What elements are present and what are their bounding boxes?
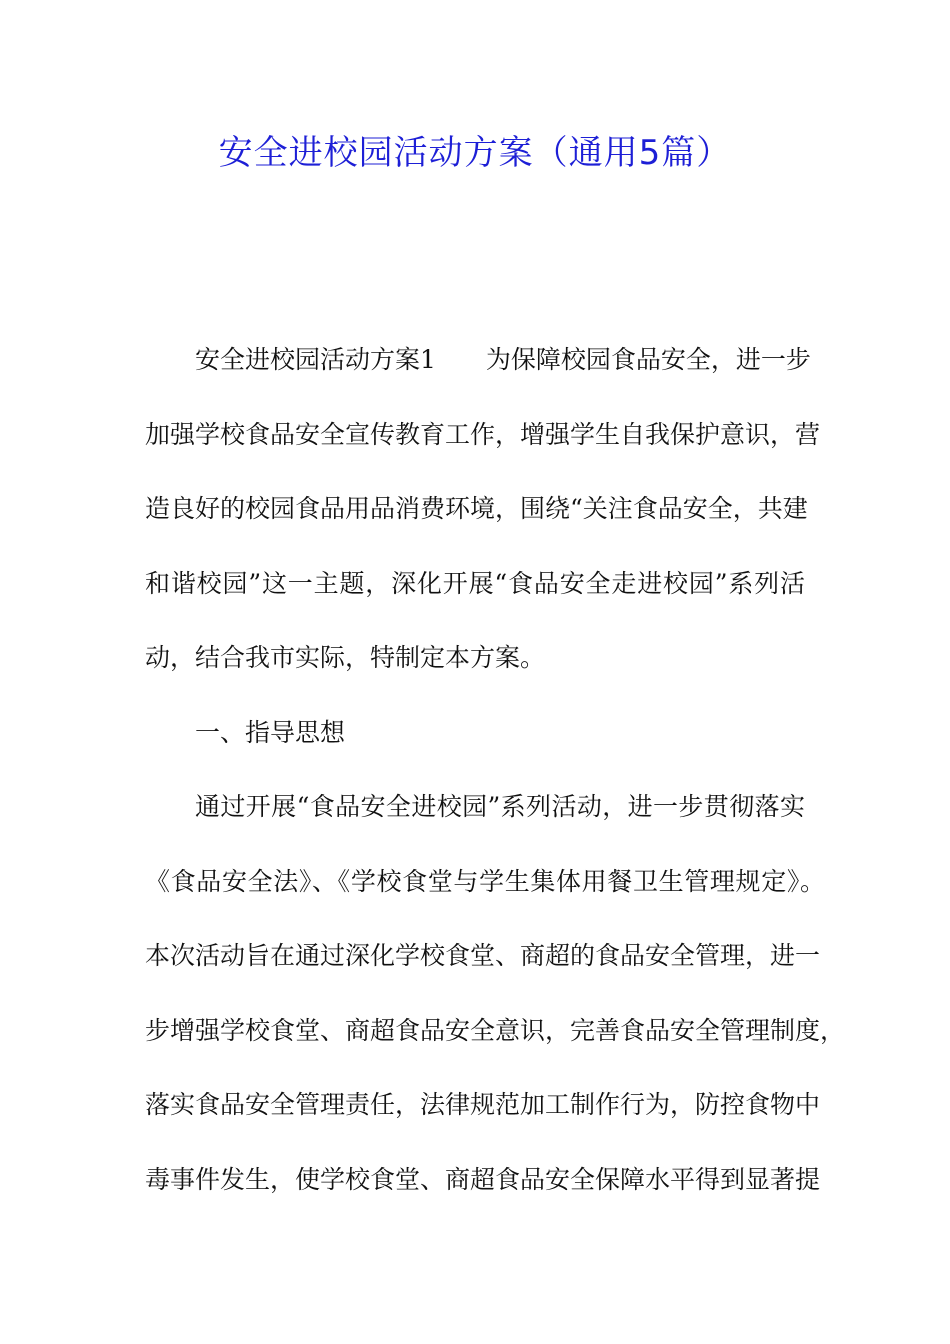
body-line-2: 加强学校食品安全宣传教育工作，增强学生自我保护意识，营 (145, 420, 821, 449)
body-line-11: 落实食品安全管理责任，法律规范加工制作行为，防控食物中 (145, 1090, 821, 1119)
body-line-10: 步增强学校食堂、商超食品安全意识，完善食品安全管理制度， (145, 1016, 846, 1045)
body-line-4: 和谐校园”这一主题，深化开展“食品安全走进校园”系列活 (145, 569, 805, 598)
document-title: 安全进校园活动方案（通用5篇） (218, 133, 732, 173)
section-heading: 一、指导思想 (195, 718, 346, 747)
body-line-5: 动，结合我市实际，特制定本方案。 (145, 643, 546, 672)
body-line-12: 毒事件发生，使学校食堂、商超食品安全保障水平得到显著提 (145, 1165, 821, 1194)
body-line-9: 本次活动旨在通过深化学校食堂、商超的食品安全管理，进一 (145, 941, 821, 970)
body-line-3: 造良好的校园食品用品消费环境，围绕“关注食品安全，共建 (145, 494, 808, 523)
body-line-8: 《食品安全法》、《学校食堂与学生集体用餐卫生管理规定》。 (145, 867, 825, 896)
body-line-1: 安全进校园活动方案1 为保障校园食品安全，进一步 (195, 345, 811, 374)
body-line-7: 通过开展“食品安全进校园”系列活动，进一步贯彻落实 (195, 792, 805, 821)
